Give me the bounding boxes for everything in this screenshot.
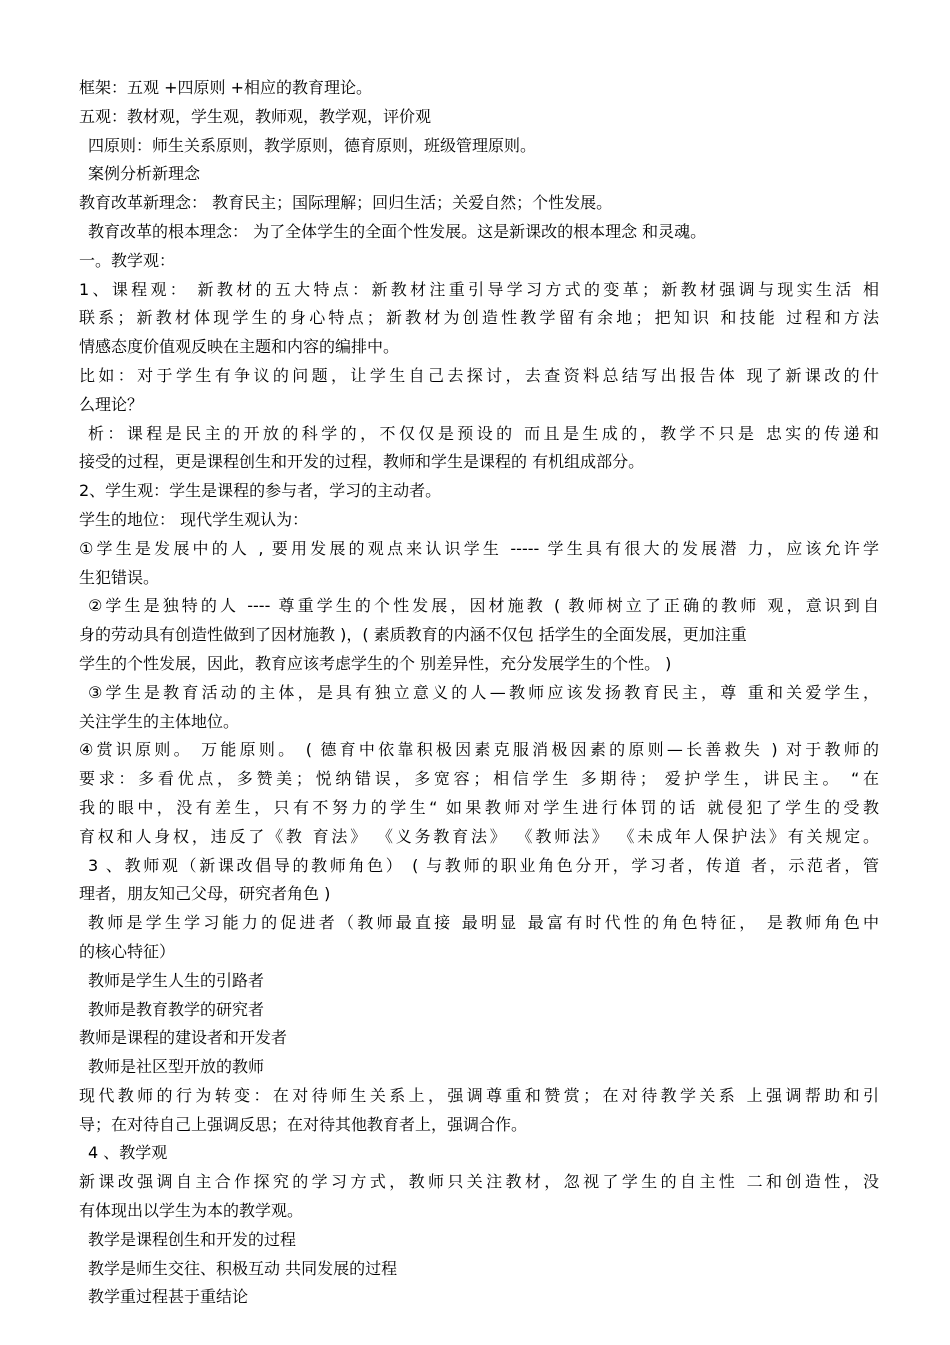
text-line: 学生的地位： 现代学生观认为： <box>79 509 309 529</box>
text-line: 要求：多看优点，多赞美；悦纳错误，多宽容；相信学生 多期待； 爱护学生，讲民主。 “在 <box>79 769 879 789</box>
text-line: 新课改强调自主合作探究的学习方式，教师只关注教材，忽视了学生的自主性 二和创造性，没 <box>79 1172 879 1192</box>
text-line: 导；在对待自己上强调反思；在对待其他教育者上，强调合作。 <box>79 1114 528 1134</box>
text-line: 1、课程观： 新教材的五大特点：新教材注重引导学习方式的变革；新教材强调与现实生活 相 <box>79 279 879 299</box>
text-line: 教师是课程的建设者和开发者 <box>79 1028 288 1048</box>
text-line: 五观：教材观，学生观，教师观，教学观，评价观 <box>79 106 432 126</box>
text-line: 教学是课程创生和开发的过程 <box>88 1229 297 1249</box>
text-line: ①学生是发展中的人 , 要用发展的观点来认识学生 ----- 学生具有很大的发展潜 力，应该允许学 <box>79 538 879 558</box>
text-line: 理者，朋友知己父母，研究者角色 ) <box>79 884 331 904</box>
text-line: 接受的过程，更是课程创生和开发的过程，教师和学生是课程的 有机组成部分。 <box>79 452 645 472</box>
text-line: 的核心特征） <box>79 941 176 961</box>
text-line: 教师是教育教学的研究者 <box>88 999 265 1019</box>
text-line: 关注学生的主体地位。 <box>79 711 240 731</box>
text-line: 教育改革的根本理念： 为了全体学生的全面个性发展。这是新课改的根本理念 和灵魂。 <box>88 221 707 241</box>
text-line: 学生的个性发展，因此，教育应该考虑学生的个 别差异性，充分发展学生的个性。 ) <box>79 653 672 673</box>
text-line: ②学生是独特的人 ---- 尊重学生的个性发展，因材施教 ( 教师树立了正确的教师 观，意识到自 <box>88 596 879 616</box>
text-line: 育权和人身权，违反了《教 育法》 《义务教育法》 《教师法》 《未成年人保护法》有关规定。 <box>79 826 879 846</box>
text-line: 情感态度价值观反映在主题和内容的编排中。 <box>79 337 400 357</box>
text-line: 析：课程是民主的开放的科学的，不仅仅是预设的 而且是生成的，教学不只是 忠实的传递和 <box>88 423 879 443</box>
text-line: 4 、教学观 <box>88 1143 168 1163</box>
text-line: 2、学生观：学生是课程的参与者，学习的主动者。 <box>79 481 442 501</box>
text-line: 教育改革新理念： 教育民主；国际理解；回归生活；关爱自然；个性发展。 <box>79 193 613 213</box>
text-line: 教师是学生人生的引路者 <box>88 970 265 990</box>
text-line: 么理论？ <box>79 394 144 414</box>
text-line: 有体现出以学生为本的教学观。 <box>79 1201 304 1221</box>
text-line: 教师是学生学习能力的促进者（教师最直接 最明显 最富有时代性的角色特征， 是教师角色中 <box>88 913 879 933</box>
text-line: ③学生是教育活动的主体，是具有独立意义的人—教师应该发扬教育民主，尊 重和关爱学生， <box>88 682 879 702</box>
text-line: 一。教学观： <box>79 250 176 270</box>
text-line: 3 、教师观（新课改倡导的教师角色） ( 与教师的职业角色分开，学习者，传道 者，示范者，管 <box>88 855 879 875</box>
text-line: 联系；新教材体现学生的身心特点；新教材为创造性教学留有余地；把知识 和技能 过程和方法 <box>79 308 879 328</box>
text-line: 教学重过程甚于重结论 <box>88 1287 249 1307</box>
text-line: 身的劳动具有创造性做到了因材施教 )，( 素质教育的内涵不仅包 括学生的全面发展，更加注重 <box>79 625 747 645</box>
text-line: 框架：五观 +四原则 +相应的教育理论。 <box>79 78 372 97</box>
text-line: 现代教师的行为转变：在对待师生关系上，强调尊重和赞赏；在对待教学关系 上强调帮助和引 <box>79 1085 879 1105</box>
text-line: 案例分析新理念 <box>88 164 201 184</box>
text-line: ④赏识原则。 万能原则。 ( 德育中依靠积极因素克服消极因素的原则—长善救失 ) 对于教师的 <box>79 740 879 760</box>
text-line: 教学是师生交往、积极互动 共同发展的过程 <box>88 1258 398 1278</box>
text-line: 四原则：师生关系原则，教学原则，德育原则，班级管理原则。 <box>88 135 537 155</box>
text-line: 生犯错误。 <box>79 567 160 587</box>
text-line: 我的眼中，没有差生，只有不努力的学生“ 如果教师对学生进行体罚的话 就侵犯了学生的受教 <box>79 797 879 817</box>
text-line: 教师是社区型开放的教师 <box>88 1057 265 1077</box>
document-body <box>79 74 879 1312</box>
text-line: 比如：对于学生有争议的问题，让学生自己去探讨，去查资料总结写出报告体 现了新课改的什 <box>79 365 879 385</box>
